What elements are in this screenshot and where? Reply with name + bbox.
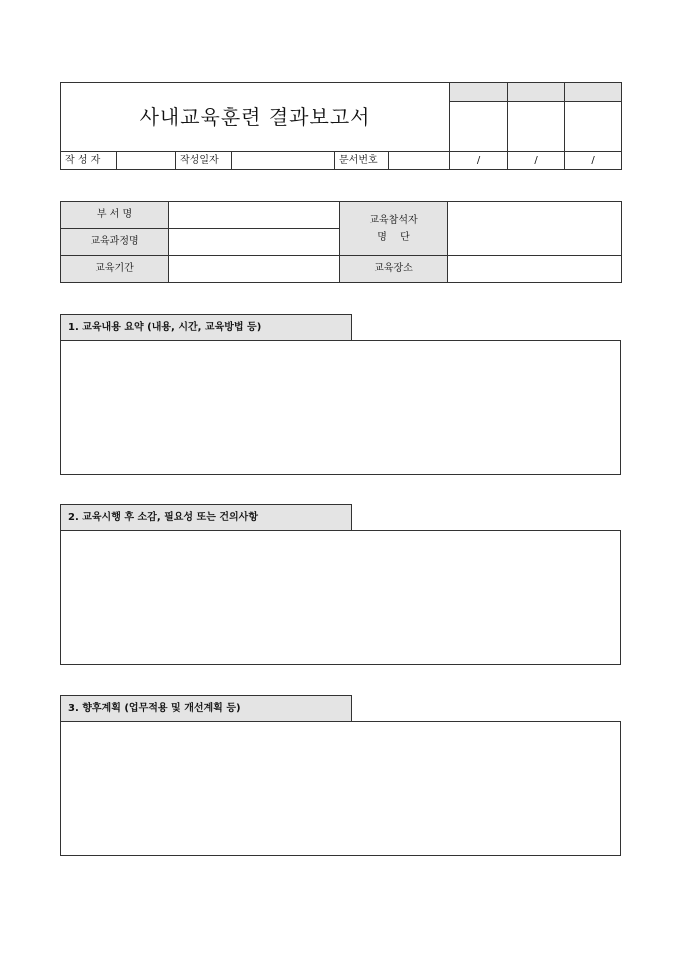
course-field[interactable] — [169, 229, 340, 256]
attendees-label — [340, 202, 448, 256]
approval-header-2 — [508, 83, 565, 102]
author-field[interactable] — [117, 152, 176, 170]
training-info-table — [60, 201, 622, 283]
approval-date-2[interactable]: / — [508, 152, 565, 170]
section-3-content-box[interactable] — [60, 721, 621, 856]
attendees-field[interactable] — [448, 202, 622, 256]
section-3-title: 3. 향후계획 (업무적용 및 개선계획 등) — [60, 695, 352, 721]
attendees-label-line2: 명 단 — [377, 231, 410, 243]
approval-date-1[interactable]: / — [450, 152, 508, 170]
attendees-label-line1: 교육참석자 — [369, 214, 418, 226]
approval-header-1 — [450, 83, 508, 102]
approval-sign-box-3[interactable] — [565, 102, 622, 152]
section-2-title: 2. 교육시행 후 소감, 필요성 또는 건의사항 — [60, 504, 352, 530]
report-header — [60, 82, 622, 170]
period-label: 교육기간 — [61, 256, 169, 283]
approval-date-3[interactable]: / — [565, 152, 622, 170]
section-1-content-box[interactable] — [60, 340, 621, 475]
department-field[interactable] — [169, 202, 340, 229]
author-label: 작 성 자 — [61, 152, 117, 170]
department-label: 부 서 명 — [61, 202, 169, 229]
place-field[interactable] — [448, 256, 622, 283]
approval-header-3 — [565, 83, 622, 102]
place-label: 교육장소 — [340, 256, 448, 283]
section-2-content-box[interactable] — [60, 530, 621, 665]
date-label: 작성일자 — [176, 152, 232, 170]
approval-sign-box-2[interactable] — [508, 102, 565, 152]
course-label: 교육과정명 — [61, 229, 169, 256]
docno-field[interactable] — [389, 152, 450, 170]
docno-label: 문서번호 — [335, 152, 389, 170]
period-field[interactable] — [169, 256, 340, 283]
approval-sign-box-1[interactable] — [450, 102, 508, 152]
date-field[interactable] — [232, 152, 335, 170]
document-title: 사내교육훈련 결과보고서 — [61, 83, 450, 152]
section-1-title: 1. 교육내용 요약 (내용, 시간, 교육방법 등) — [60, 314, 352, 340]
